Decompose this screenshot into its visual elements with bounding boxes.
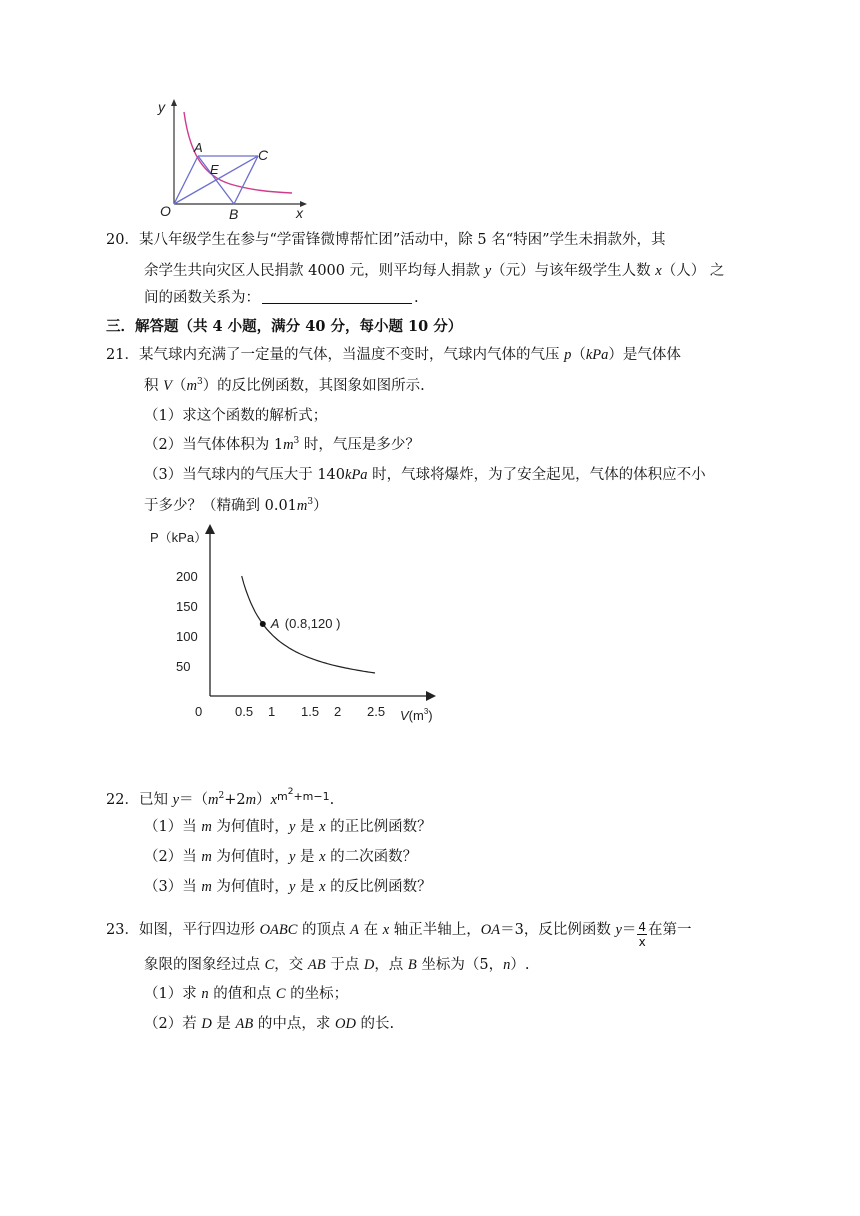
section-title: 三．解答题（共 4 小题，满分 40 分，每小题 10 分） bbox=[106, 318, 463, 335]
q23-sub2: （2）若 D 是 AB 的中点，求 OD 的长. bbox=[144, 1016, 395, 1032]
q21-line2: 积 $V(m^3)$的反比例函数，其图象如图所示. bbox=[144, 377, 425, 394]
fraction-4-over-x: $\frac{4}{x}$ bbox=[638, 920, 647, 949]
point-b-label: B bbox=[229, 206, 239, 222]
q21-chart bbox=[140, 520, 460, 730]
q22-number: 22． bbox=[106, 792, 139, 808]
axis-x-label: x bbox=[296, 205, 303, 221]
q22-sub2: （2）当 m 为何值时，y 是 x 的二次函数？ bbox=[144, 849, 418, 865]
chart21-origin: 0 bbox=[195, 704, 203, 719]
answer-blank[interactable] bbox=[262, 289, 412, 304]
point-c-label: C bbox=[258, 147, 269, 163]
x-tick-label: 2.5 bbox=[367, 704, 386, 719]
y-tick-label: 150 bbox=[176, 599, 198, 614]
q23-line2: 象限的图象经过点 C，交 AB 于点 D，点 B 坐标为（5，n）. bbox=[144, 957, 530, 973]
q23-number: 23． bbox=[106, 922, 139, 938]
point-e-label: E bbox=[210, 162, 219, 177]
point-a-label: A bbox=[194, 140, 203, 155]
x-tick-label: 1 bbox=[268, 704, 276, 719]
q21-sub3: （3）当气球内的气压大于 140kPa 时，气球将爆炸，为了安全起见，气体的体积应不小 bbox=[144, 467, 706, 483]
q22-sub3: （3）当 m 为何值时，y 是 x 的反比例函数？ bbox=[144, 879, 432, 895]
q21-sub3-line2: 于多少？（精确到 $0.01m^3$） bbox=[144, 497, 328, 514]
q21-sub1: （1）求这个函数的解析式； bbox=[144, 408, 328, 424]
chart21-xlabel: $V(m^3)$ bbox=[400, 707, 433, 723]
chart21-point-a bbox=[260, 621, 266, 627]
y-tick-label: 50 bbox=[176, 659, 191, 674]
x-tick-label: 2 bbox=[334, 704, 342, 719]
chart21-point-a-coords: (0.8,120 ) bbox=[284, 616, 341, 631]
q21-number: 21． bbox=[106, 347, 139, 363]
q20-number: 20． bbox=[106, 232, 139, 248]
axis-y-label: y bbox=[158, 99, 165, 115]
q21-sub2: （2）当气体体积为 $1m^3$ 时，气压是多少？ bbox=[144, 436, 420, 453]
q22-sub1: （1）当 m 为何值时，y 是 x 的正比例函数？ bbox=[144, 819, 432, 835]
x-tick-label: 0.5 bbox=[235, 704, 254, 719]
x-tick-label: 1.5 bbox=[301, 704, 320, 719]
origin-label: O bbox=[160, 203, 171, 219]
q23-sub1: （1）求 n 的值和点 C 的坐标； bbox=[144, 986, 349, 1002]
y-tick-label: 200 bbox=[176, 569, 198, 584]
chart21-ylabel: P（kPa） bbox=[150, 530, 208, 545]
q23-line1: 23．如图，平行四边形 OABC 的顶点 A 在 x 轴正半轴上，OA＝3，反比例函数 y＝ $\frac{4}{x}$ 在第一 bbox=[106, 920, 692, 949]
chart21-point-a-label: A bbox=[270, 616, 280, 631]
q19-figure bbox=[150, 96, 320, 224]
y-tick-label: 100 bbox=[176, 629, 198, 644]
q20-line3: 间的函数关系为： . bbox=[144, 290, 419, 306]
q21-line1: 21．某气球内充满了一定量的气体，当温度不变时，气球内气体的气压 p（kPa）是气体体 bbox=[106, 347, 681, 363]
q20-line1: 20．某八年级学生在参与“学雷锋微博帮忙团”活动中，除 5 名“特困”学生未捐款外，其 bbox=[106, 232, 666, 248]
q20-line2: 余学生共向灾区人民捐款 4000 元，则平均每人捐款 y（元）与该年级学生人数 x（人） 之 bbox=[144, 263, 725, 279]
q22-line: 22．已知 $y=(m^2+2m)x^{m^2+m-1}$. bbox=[106, 787, 335, 808]
